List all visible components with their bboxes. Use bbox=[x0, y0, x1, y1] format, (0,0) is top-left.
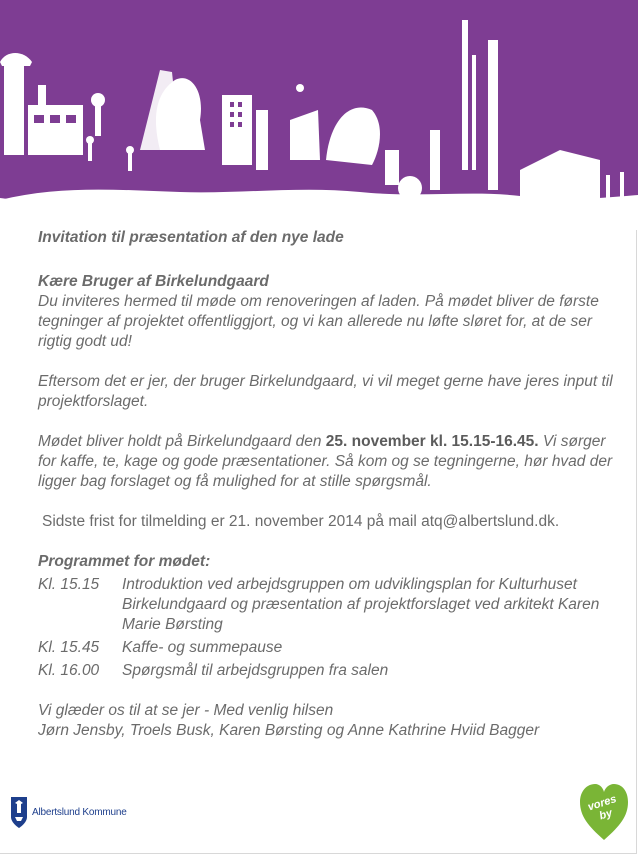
signatures-line: Jørn Jensby, Troels Busk, Karen Børsting og Anne Kathrine Hviid Bagger bbox=[38, 722, 540, 739]
meeting-datetime: 25. november kl. 15.15-16.45. bbox=[325, 433, 539, 450]
intro-paragraph: Du inviteres hermed til møde om renoveringen af laden. På mødet bliver de første tegninger af projektet offentliggjort, og vi kan allerede nu løfte sløret for, at de ser rigtig godt ud! bbox=[38, 293, 599, 350]
input-paragraph: Eftersom det er jer, der bruger Birkelundgaard, vi vil meget gerne have jeres input til projektforslaget. bbox=[38, 373, 613, 410]
program-item-time: Kl. 15.45 bbox=[38, 639, 100, 656]
kommune-logo-text: Albertslund Kommune bbox=[32, 806, 127, 818]
closing-line: Vi glæder os til at se jer - Med venlig hilsen bbox=[38, 702, 334, 719]
program-item-text: Introduktion ved arbejdsgruppen om udviklingsplan for Kulturhuset Birkelundgaard og præsentation af projektforslaget ved arkitekt Karen Marie Børsting bbox=[122, 576, 600, 633]
city-banner-illustration bbox=[0, 0, 638, 230]
invitation-body bbox=[38, 228, 613, 741]
meeting-text-after: Vi sørger for kaffe, te, kage og gode præsentationer. Så kom og se tegningerne, hør hvad der ligger bag forslaget og få mulighed for at stille spørgsmål. bbox=[38, 433, 613, 490]
program-item-time: Kl. 16.00 bbox=[38, 662, 100, 679]
program-item bbox=[38, 575, 613, 635]
program-item-text: Spørgsmål til arbejdsgruppen fra salen bbox=[122, 662, 389, 679]
program-item-time: Kl. 15.15 bbox=[38, 576, 100, 593]
program-item bbox=[38, 661, 613, 681]
meeting-paragraph bbox=[38, 432, 613, 492]
program-heading: Programmet for mødet: bbox=[38, 553, 211, 570]
invitation-title: Invitation til præsentation af den nye lade bbox=[38, 229, 344, 246]
program-item-text: Kaffe- og summepause bbox=[122, 639, 283, 656]
albertslund-kommune-logo bbox=[10, 795, 127, 829]
program-item bbox=[38, 638, 613, 658]
greeting-heading: Kære Bruger af Birkelundgaard bbox=[38, 273, 269, 290]
coat-of-arms-icon bbox=[10, 795, 28, 829]
vores-by-logo-text: vores by bbox=[586, 793, 618, 823]
registration-deadline: Sidste frist for tilmelding er 21. november 2014 på mail atq@albertslund.dk. bbox=[42, 513, 560, 530]
meeting-text-before: Mødet bliver holdt på Birkelundgaard den bbox=[38, 433, 326, 450]
